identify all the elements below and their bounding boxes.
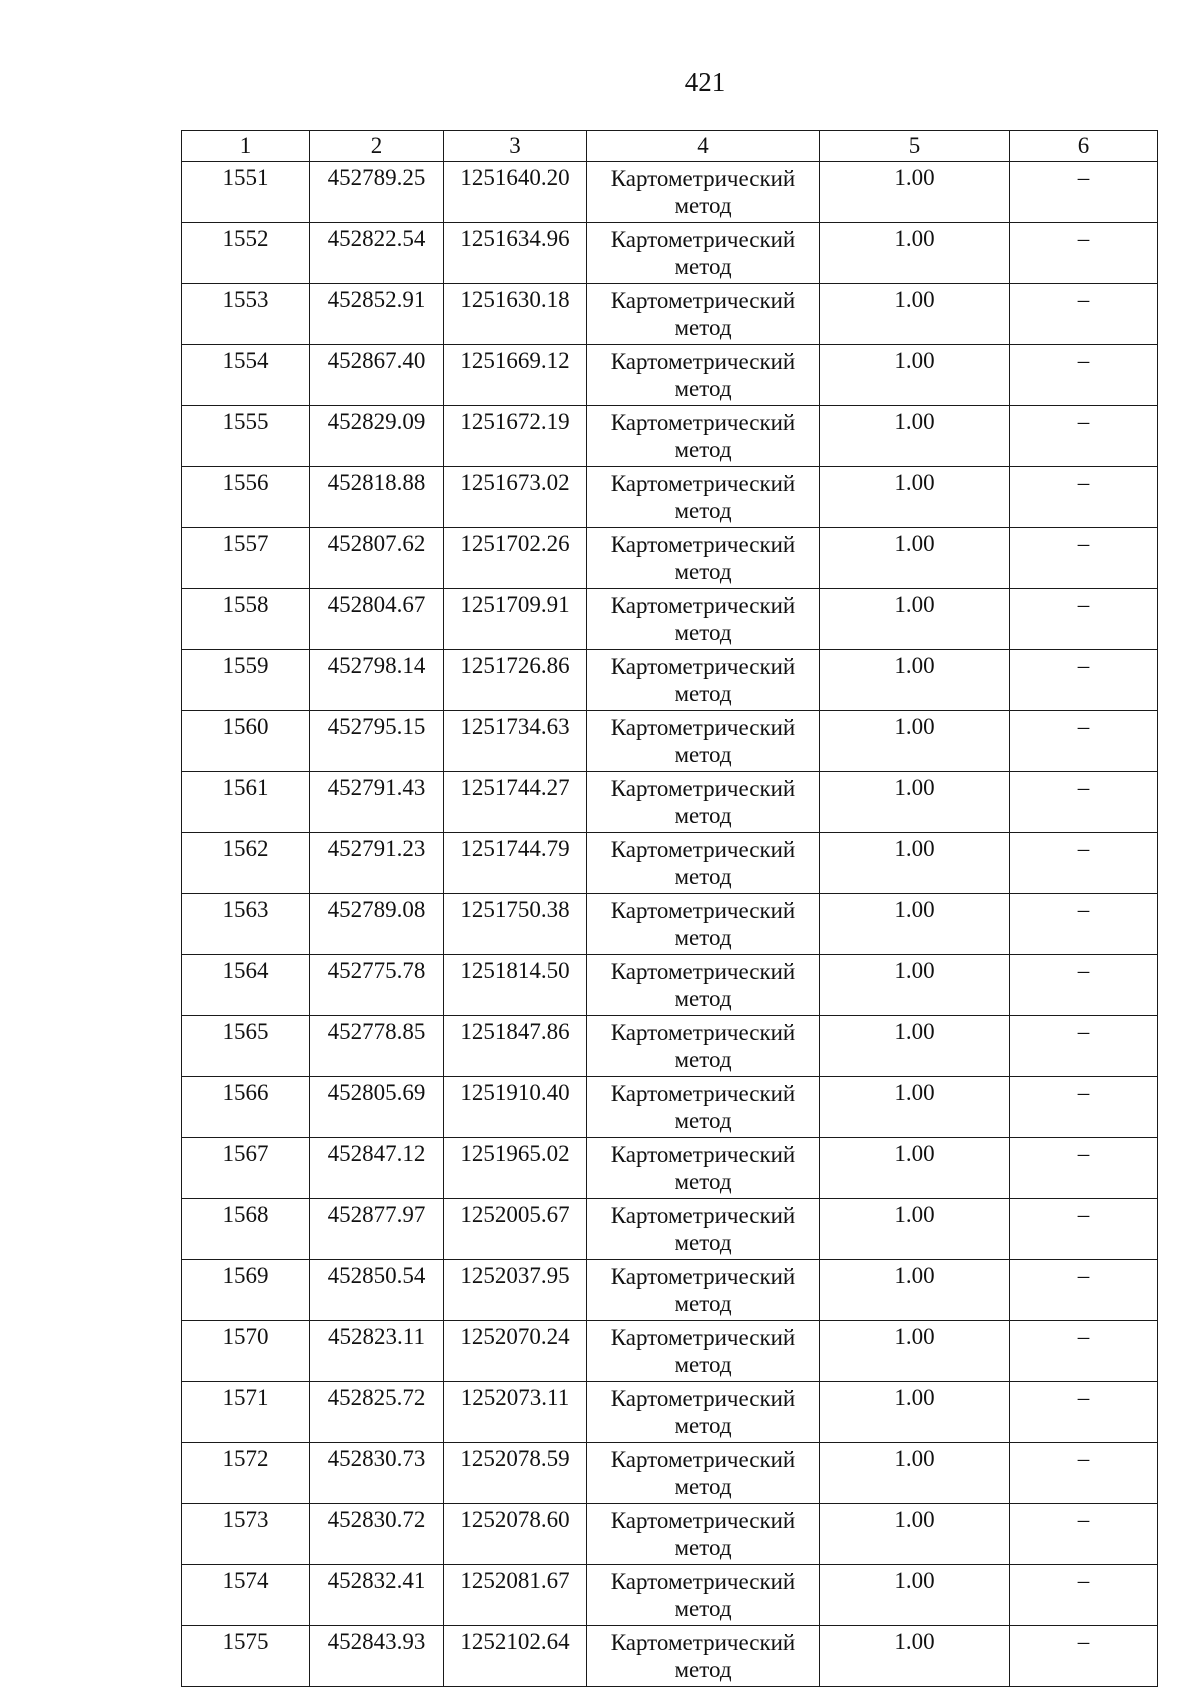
- accuracy-cell: 1.00: [820, 345, 1010, 406]
- note-cell: –: [1010, 589, 1158, 650]
- method-line-2: метод: [674, 681, 732, 706]
- y-coordinate-cell: 1252037.95: [444, 1260, 587, 1321]
- method-cell: [587, 894, 820, 955]
- table-row: [182, 1565, 1158, 1626]
- y-coordinate-cell: 1251669.12: [444, 345, 587, 406]
- method-line-1: Картометрический: [610, 471, 796, 496]
- method-line-1: Картометрический: [610, 1081, 796, 1106]
- accuracy-cell: 1.00: [820, 406, 1010, 467]
- note-cell: –: [1010, 1565, 1158, 1626]
- accuracy-cell: 1.00: [820, 528, 1010, 589]
- method-line-2: метод: [674, 803, 732, 828]
- column-header-5: 5: [820, 131, 1010, 162]
- table-row: [182, 1443, 1158, 1504]
- method-cell: [587, 711, 820, 772]
- method-cell: [587, 1199, 820, 1260]
- x-coordinate-cell: 452805.69: [310, 1077, 444, 1138]
- method-cell: [587, 467, 820, 528]
- method-cell: [587, 1260, 820, 1321]
- note-cell: –: [1010, 894, 1158, 955]
- x-coordinate-cell: 452877.97: [310, 1199, 444, 1260]
- method-line-1: Картометрический: [610, 1203, 796, 1228]
- accuracy-cell: 1.00: [820, 1626, 1010, 1687]
- method-line-2: метод: [674, 864, 732, 889]
- method-line-2: метод: [674, 1657, 732, 1682]
- method-cell: [587, 772, 820, 833]
- method-line-2: метод: [674, 1535, 732, 1560]
- method-line-2: метод: [674, 1596, 732, 1621]
- x-coordinate-cell: 452822.54: [310, 223, 444, 284]
- method-cell: [587, 406, 820, 467]
- column-header-6: 6: [1010, 131, 1158, 162]
- point-number-cell: 1574: [182, 1565, 310, 1626]
- method-line-2: метод: [674, 1230, 732, 1255]
- y-coordinate-cell: 1251965.02: [444, 1138, 587, 1199]
- note-cell: –: [1010, 833, 1158, 894]
- method-line-1: Картометрический: [610, 593, 796, 618]
- point-number-cell: 1551: [182, 162, 310, 223]
- method-line-2: метод: [674, 1291, 732, 1316]
- x-coordinate-cell: 452830.72: [310, 1504, 444, 1565]
- method-cell: [587, 1138, 820, 1199]
- accuracy-cell: 1.00: [820, 711, 1010, 772]
- table-row: [182, 162, 1158, 223]
- method-cell: [587, 1321, 820, 1382]
- table-row: [182, 1626, 1158, 1687]
- method-cell: [587, 1565, 820, 1626]
- table-body: [182, 162, 1158, 1687]
- accuracy-cell: 1.00: [820, 223, 1010, 284]
- method-line-1: Картометрический: [610, 837, 796, 862]
- method-line-2: метод: [674, 1474, 732, 1499]
- y-coordinate-cell: 1251726.86: [444, 650, 587, 711]
- note-cell: –: [1010, 772, 1158, 833]
- accuracy-cell: 1.00: [820, 772, 1010, 833]
- x-coordinate-cell: 452823.11: [310, 1321, 444, 1382]
- method-line-1: Картометрический: [610, 898, 796, 923]
- accuracy-cell: 1.00: [820, 284, 1010, 345]
- x-coordinate-cell: 452843.93: [310, 1626, 444, 1687]
- method-cell: [587, 589, 820, 650]
- x-coordinate-cell: 452807.62: [310, 528, 444, 589]
- y-coordinate-cell: 1252005.67: [444, 1199, 587, 1260]
- point-number-cell: 1569: [182, 1260, 310, 1321]
- accuracy-cell: 1.00: [820, 833, 1010, 894]
- method-line-1: Картометрический: [610, 349, 796, 374]
- x-coordinate-cell: 452778.85: [310, 1016, 444, 1077]
- note-cell: –: [1010, 711, 1158, 772]
- method-line-1: Картометрический: [610, 532, 796, 557]
- x-coordinate-cell: 452789.08: [310, 894, 444, 955]
- method-cell: [587, 528, 820, 589]
- note-cell: –: [1010, 1626, 1158, 1687]
- method-line-1: Картометрический: [610, 776, 796, 801]
- method-cell: [587, 345, 820, 406]
- accuracy-cell: 1.00: [820, 1321, 1010, 1382]
- point-number-cell: 1565: [182, 1016, 310, 1077]
- method-line-1: Картометрический: [610, 1508, 796, 1533]
- point-number-cell: 1563: [182, 894, 310, 955]
- table-row: [182, 1138, 1158, 1199]
- method-line-1: Картометрический: [610, 1569, 796, 1594]
- point-number-cell: 1558: [182, 589, 310, 650]
- table-row: [182, 1382, 1158, 1443]
- x-coordinate-cell: 452832.41: [310, 1565, 444, 1626]
- table-row: [182, 223, 1158, 284]
- y-coordinate-cell: 1251910.40: [444, 1077, 587, 1138]
- accuracy-cell: 1.00: [820, 1138, 1010, 1199]
- x-coordinate-cell: 452804.67: [310, 589, 444, 650]
- table-row: [182, 1321, 1158, 1382]
- table-row: [182, 406, 1158, 467]
- note-cell: –: [1010, 345, 1158, 406]
- note-cell: –: [1010, 1504, 1158, 1565]
- column-header-1: 1: [182, 131, 310, 162]
- method-line-2: метод: [674, 376, 732, 401]
- y-coordinate-cell: 1251640.20: [444, 162, 587, 223]
- point-number-cell: 1554: [182, 345, 310, 406]
- x-coordinate-cell: 452775.78: [310, 955, 444, 1016]
- method-line-2: метод: [674, 498, 732, 523]
- table-row: [182, 711, 1158, 772]
- point-number-cell: 1571: [182, 1382, 310, 1443]
- x-coordinate-cell: 452830.73: [310, 1443, 444, 1504]
- method-cell: [587, 162, 820, 223]
- table-row: [182, 955, 1158, 1016]
- method-line-1: Картометрический: [610, 715, 796, 740]
- column-header-3: 3: [444, 131, 587, 162]
- note-cell: –: [1010, 1199, 1158, 1260]
- accuracy-cell: 1.00: [820, 650, 1010, 711]
- method-line-1: Картометрический: [610, 654, 796, 679]
- method-line-1: Картометрический: [610, 1264, 796, 1289]
- accuracy-cell: 1.00: [820, 1565, 1010, 1626]
- x-coordinate-cell: 452867.40: [310, 345, 444, 406]
- method-cell: [587, 1626, 820, 1687]
- x-coordinate-cell: 452850.54: [310, 1260, 444, 1321]
- x-coordinate-cell: 452791.43: [310, 772, 444, 833]
- method-cell: [587, 1443, 820, 1504]
- accuracy-cell: 1.00: [820, 1504, 1010, 1565]
- note-cell: –: [1010, 406, 1158, 467]
- y-coordinate-cell: 1251673.02: [444, 467, 587, 528]
- y-coordinate-cell: 1252073.11: [444, 1382, 587, 1443]
- x-coordinate-cell: 452791.23: [310, 833, 444, 894]
- table-header: [182, 131, 1158, 162]
- point-number-cell: 1572: [182, 1443, 310, 1504]
- method-line-1: Картометрический: [610, 1386, 796, 1411]
- method-line-1: Картометрический: [610, 410, 796, 435]
- method-cell: [587, 833, 820, 894]
- note-cell: –: [1010, 1443, 1158, 1504]
- table-row: [182, 1260, 1158, 1321]
- note-cell: –: [1010, 223, 1158, 284]
- note-cell: –: [1010, 1382, 1158, 1443]
- accuracy-cell: 1.00: [820, 1199, 1010, 1260]
- point-number-cell: 1575: [182, 1626, 310, 1687]
- method-line-1: Картометрический: [610, 227, 796, 252]
- accuracy-cell: 1.00: [820, 1443, 1010, 1504]
- method-line-2: метод: [674, 620, 732, 645]
- accuracy-cell: 1.00: [820, 1382, 1010, 1443]
- x-coordinate-cell: 452825.72: [310, 1382, 444, 1443]
- note-cell: –: [1010, 467, 1158, 528]
- accuracy-cell: 1.00: [820, 162, 1010, 223]
- page-number: 421: [684, 67, 726, 97]
- point-number-cell: 1555: [182, 406, 310, 467]
- x-coordinate-cell: 452818.88: [310, 467, 444, 528]
- method-cell: [587, 1016, 820, 1077]
- table-row: [182, 345, 1158, 406]
- point-number-cell: 1560: [182, 711, 310, 772]
- note-cell: –: [1010, 1260, 1158, 1321]
- point-number-cell: 1552: [182, 223, 310, 284]
- method-cell: [587, 1077, 820, 1138]
- point-number-cell: 1566: [182, 1077, 310, 1138]
- y-coordinate-cell: 1252102.64: [444, 1626, 587, 1687]
- note-cell: –: [1010, 1016, 1158, 1077]
- point-number-cell: 1559: [182, 650, 310, 711]
- y-coordinate-cell: 1251709.91: [444, 589, 587, 650]
- method-line-1: Картометрический: [610, 288, 796, 313]
- y-coordinate-cell: 1251814.50: [444, 955, 587, 1016]
- accuracy-cell: 1.00: [820, 589, 1010, 650]
- note-cell: –: [1010, 1138, 1158, 1199]
- y-coordinate-cell: 1251744.27: [444, 772, 587, 833]
- table-row: [182, 894, 1158, 955]
- note-cell: –: [1010, 955, 1158, 1016]
- table-row: [182, 1016, 1158, 1077]
- method-line-2: метод: [674, 559, 732, 584]
- method-cell: [587, 1504, 820, 1565]
- y-coordinate-cell: 1251750.38: [444, 894, 587, 955]
- y-coordinate-cell: 1251630.18: [444, 284, 587, 345]
- method-line-1: Картометрический: [610, 959, 796, 984]
- point-number-cell: 1573: [182, 1504, 310, 1565]
- point-number-cell: 1556: [182, 467, 310, 528]
- table-row: [182, 467, 1158, 528]
- y-coordinate-cell: 1251702.26: [444, 528, 587, 589]
- method-line-2: метод: [674, 742, 732, 767]
- method-line-2: метод: [674, 1108, 732, 1133]
- x-coordinate-cell: 452789.25: [310, 162, 444, 223]
- x-coordinate-cell: 452852.91: [310, 284, 444, 345]
- method-line-1: Картометрический: [610, 1142, 796, 1167]
- method-line-2: метод: [674, 986, 732, 1011]
- table-row: [182, 833, 1158, 894]
- point-number-cell: 1567: [182, 1138, 310, 1199]
- method-line-1: Картометрический: [610, 1447, 796, 1472]
- method-line-2: метод: [674, 193, 732, 218]
- method-cell: [587, 1382, 820, 1443]
- accuracy-cell: 1.00: [820, 955, 1010, 1016]
- method-line-2: метод: [674, 315, 732, 340]
- y-coordinate-cell: 1251734.63: [444, 711, 587, 772]
- y-coordinate-cell: 1251847.86: [444, 1016, 587, 1077]
- method-line-2: метод: [674, 1169, 732, 1194]
- method-line-2: метод: [674, 1352, 732, 1377]
- point-number-cell: 1568: [182, 1199, 310, 1260]
- coordinates-table: [181, 130, 1158, 1687]
- note-cell: –: [1010, 284, 1158, 345]
- x-coordinate-cell: 452798.14: [310, 650, 444, 711]
- method-cell: [587, 284, 820, 345]
- method-line-2: метод: [674, 437, 732, 462]
- table-row: [182, 1077, 1158, 1138]
- table-row: [182, 284, 1158, 345]
- method-line-1: Картометрический: [610, 1325, 796, 1350]
- table-row: [182, 772, 1158, 833]
- method-line-2: метод: [674, 1413, 732, 1438]
- point-number-cell: 1570: [182, 1321, 310, 1382]
- y-coordinate-cell: 1252078.60: [444, 1504, 587, 1565]
- accuracy-cell: 1.00: [820, 467, 1010, 528]
- accuracy-cell: 1.00: [820, 1260, 1010, 1321]
- note-cell: –: [1010, 162, 1158, 223]
- y-coordinate-cell: 1252078.59: [444, 1443, 587, 1504]
- method-line-2: метод: [674, 254, 732, 279]
- method-line-1: Картометрический: [610, 166, 796, 191]
- header-row: [182, 131, 1158, 162]
- y-coordinate-cell: 1251672.19: [444, 406, 587, 467]
- point-number-cell: 1562: [182, 833, 310, 894]
- table-row: [182, 528, 1158, 589]
- table-row: [182, 650, 1158, 711]
- y-coordinate-cell: 1252070.24: [444, 1321, 587, 1382]
- point-number-cell: 1564: [182, 955, 310, 1016]
- method-line-1: Картометрический: [610, 1020, 796, 1045]
- x-coordinate-cell: 452795.15: [310, 711, 444, 772]
- note-cell: –: [1010, 1077, 1158, 1138]
- method-line-1: Картометрический: [610, 1630, 796, 1655]
- method-line-2: метод: [674, 925, 732, 950]
- method-cell: [587, 955, 820, 1016]
- method-cell: [587, 223, 820, 284]
- table-row: [182, 1199, 1158, 1260]
- point-number-cell: 1561: [182, 772, 310, 833]
- accuracy-cell: 1.00: [820, 1077, 1010, 1138]
- method-line-2: метод: [674, 1047, 732, 1072]
- column-header-2: 2: [310, 131, 444, 162]
- x-coordinate-cell: 452847.12: [310, 1138, 444, 1199]
- note-cell: –: [1010, 1321, 1158, 1382]
- y-coordinate-cell: 1252081.67: [444, 1565, 587, 1626]
- point-number-cell: 1553: [182, 284, 310, 345]
- y-coordinate-cell: 1251634.96: [444, 223, 587, 284]
- note-cell: –: [1010, 650, 1158, 711]
- accuracy-cell: 1.00: [820, 1016, 1010, 1077]
- x-coordinate-cell: 452829.09: [310, 406, 444, 467]
- column-header-4: 4: [587, 131, 820, 162]
- table-row: [182, 589, 1158, 650]
- method-cell: [587, 650, 820, 711]
- table-row: [182, 1504, 1158, 1565]
- point-number-cell: 1557: [182, 528, 310, 589]
- note-cell: –: [1010, 528, 1158, 589]
- y-coordinate-cell: 1251744.79: [444, 833, 587, 894]
- accuracy-cell: 1.00: [820, 894, 1010, 955]
